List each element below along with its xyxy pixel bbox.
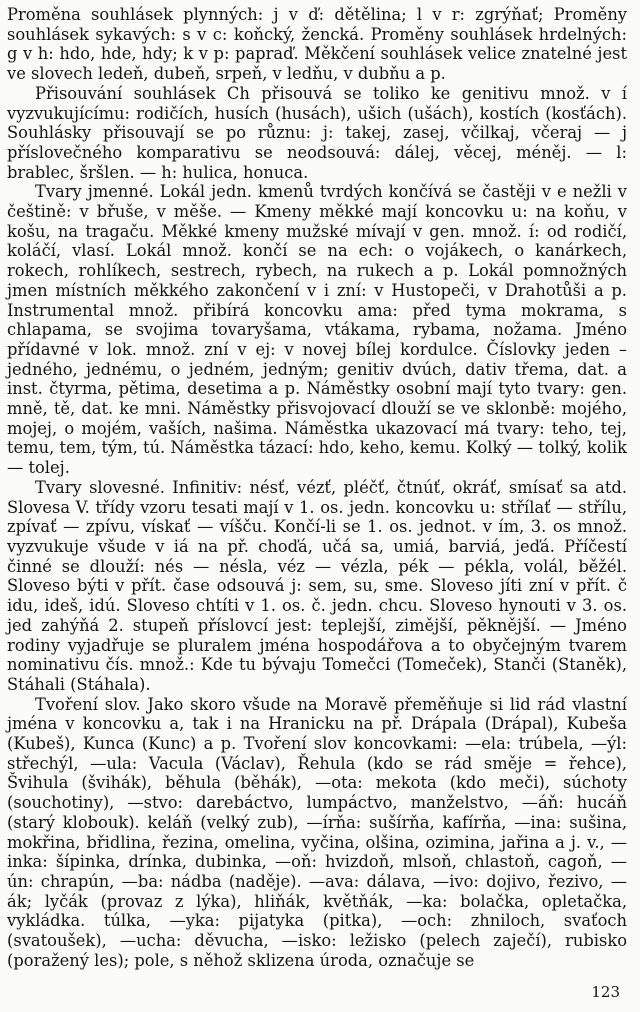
paragraph-word-formation: Tvoření slov. Jako skoro všude na Moravě přeměňuje si lid rád vlastní jména v koncovku a, tak i na Hranicku na př. Drápala (Drápal), Kubeša (Kubeš), Kunca (Kunc) a p. Tvoření slov koncovkami: —ela: trúbela, —ýl: střechýl, —ula: Vacula (Václav), Řehula (kdo se rád směje = řehce), Švihula (švihák), běhula (běhák), —ota: mekota (kdo meči), súchoty (souchotiny), —stvo: darebáctvo, lumpáctvo, manželstvo, —áň: hucáň (starý klobouk). keláň (velký zub), —írňa: sušírňa, kafírňa, —ina: sušina, mokřina, břidlina, řezina, omelina, vyčina, olšina, ozimina, jařina a j. v., —inka: šípinka, drínka, dubinka, —oň: hvizdoň, mlsoň, chlastoň, cagoň, —ún: chrapún, —ba: nádba (naděje). —ava: dálava, —ivo: dojivo, řezivo, —ák; lyčák (provaz z lýka), hliňák, květňák, —ka: bolačka, opletačka, vykládka. túlka, —yka: pijatyka (pitka), —och: zhniloch, svaťoch (svatoušek), —ucha: děvucha, —isko: ležisko (pelech zaječí), rubisko (poražený les); pole, s něhož sklizena úroda, označuje se [7, 694, 627, 970]
body-text [7, 5, 627, 970]
paragraph-consonant-changes: Proměna souhlásek plynných: j v ď: dětělina; l v r: zgrýňať; Proměny souhlásek sykavých: s v c: koňcký, žencká. Proměny souhlásek hrdelných: g v h: hdo, hde, hdy; k v p: papraď. Měkčení souhlásek velice znatelné jest ve slovech ledeň, dubeň, srpeň, v ledňu, v dubňu a p. [7, 5, 627, 84]
page-number: 123 [591, 983, 620, 1001]
paragraph-consonant-addition: Přisouvání souhlásek Ch přisouvá se toliko ke genitivu množ. v í vyzvukujícímu: rodičích, husích (husách), ušich (ušách), kostích (kosťách). Souhlásky přisouvají se po různu: j: takej, zasej, včilkaj, včeraj — j příslovečného komparativu se neodsouvá: dálej, věcej, méněj. — l: brablec, šršlen. — h: hulica, honuca. [7, 83, 627, 182]
paragraph-verb-forms: Tvary slovesné. Infinitiv: nésť, vézť, pléčť, čtnúť, okráť, smísať sa atd. Slovesa V. třídy vzoru tesati mají v 1. os. jedn. koncovku u: střílať — střílu, zpívať — zpívu, vískať — víšču. Končí-li se 1. os. jednot. v ím, 3. os množ. vyzvukuje všude v iá na př. choďá, učá sa, umiá, barviá, jeďá. Příčestí činné se dlouží: nés — nésla, véz — vézla, pék — pékla, volál, běžél. Sloveso býti v přít. čase odsouvá j: sem, su, sme. Sloveso jíti zní v přít. č idu, ideš, idú. Sloveso chtíti v 1. os. č. jedn. chcu. Sloveso hynouti v 3. os. jed zahýňá 2. stupeň příslovcí jest: teplejší, zimější, pěknější. — Jméno rodiny vyjadřuje se pluralem jména hospodářova a to obyčejným tvarem nominativu čís. množ.: Kde tu bývaju Tomečci (Tomeček), Stanči (Staněk), Stáhali (Stáhala). [7, 477, 627, 694]
paragraph-noun-forms: Tvary jmenné. Lokál jedn. kmenů tvrdých končívá se častěji v e nežli v češtině: v břuše, v měše. — Kmeny měkké mají koncovku u: na koňu, v košu, na tragaču. Měkké kmeny mužské mívají v gen. množ. í: od rodičí, koláčí, vlasí. Lokál množ. končí se na ech: o vojákech, o kanárkech, rokech, rohlíkech, sestrech, rybech, na rukech a p. Lokál pomnožných jmen místních měkkého zakončení v i zní: v Hustopeči, v Drahotůši a p. Instrumental množ. přibírá koncovku ama: před tyma mokrama, s chlapama, se svojima tovaryšama, vtákama, rybama, nožama. Jméno přídavné v lok. množ. zní v ej: v novej bílej kordulce. Číslovky jeden – jedného, jednému, o jedném, jedným; genitiv dvúch, dativ třema, dat. a inst. čtyrma, pětima, desetima a p. Náměstky osobní mají tyto tvary: gen. mně, tě, dat. ke mni. Náměstky přisvojovací dlouží se ve sklonbě: mojého, mojej, o mojém, vaších, našima. Náměstka ukazovací má tvary: teho, tej, temu, tem, tým, tú. Náměstka tázací: hdo, keho, kemu. Kolký — tolký, kolik — tolej. [7, 182, 627, 478]
